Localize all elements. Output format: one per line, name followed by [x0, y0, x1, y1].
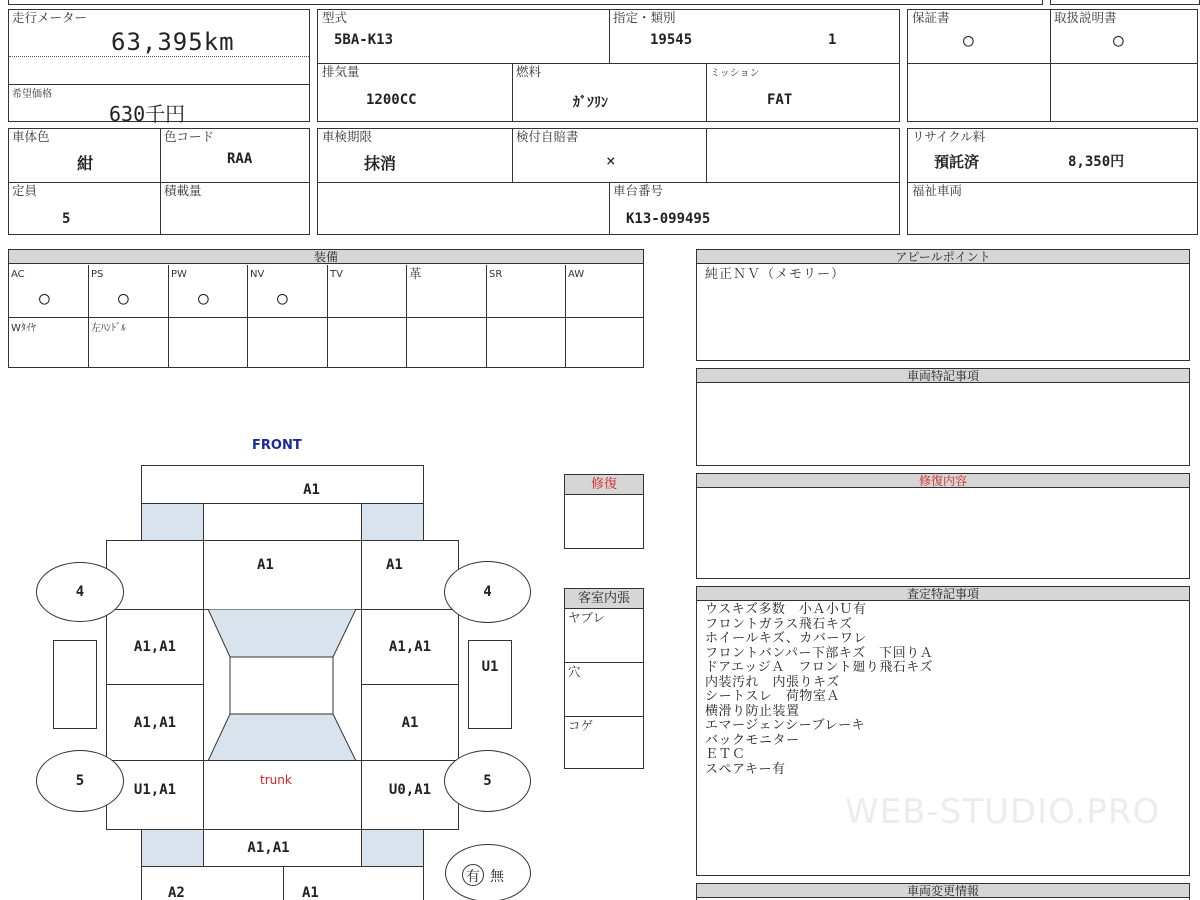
fuel-value: ｶﾞｿﾘﾝ: [573, 95, 608, 111]
inspection-vline-1: [512, 129, 513, 182]
rear-quarter-left-value: U1,A1: [133, 781, 177, 798]
color-code-label: 色コード: [164, 129, 215, 144]
front-door-right-value: A1,A1: [388, 639, 432, 655]
eq-ps-value: ○: [118, 288, 129, 309]
front-bumper-value: A1: [303, 481, 320, 498]
warranty-value: ○: [963, 30, 974, 51]
interior-divider-1: [565, 662, 643, 663]
eq-lhd-label: 左ﾊﾝﾄﾞﾙ: [91, 323, 126, 334]
price-label: 希望価格: [12, 89, 52, 100]
repair-content-box: [696, 473, 1190, 579]
eq-nv-value: ○: [277, 288, 288, 309]
chassis-label: 車台番号: [613, 183, 664, 198]
eq-ac-label: AC: [11, 269, 25, 280]
eq-ac-value: ○: [39, 288, 50, 309]
manual-label: 取扱説明書: [1054, 10, 1117, 25]
rear-right-fender-bottom: [361, 829, 424, 867]
color-code-value: RAA: [227, 151, 253, 167]
warranty-divider: [908, 63, 1197, 64]
wheel-rear-right[interactable]: [444, 750, 531, 812]
manual-value: ○: [1113, 30, 1124, 51]
designation-value-2: 1: [828, 32, 837, 48]
repair-title: 修復: [565, 475, 643, 495]
eq-ps-label: PS: [91, 269, 104, 280]
eq-vline-6: [486, 265, 487, 367]
rear-left-fender-bottom: [141, 829, 204, 867]
price-value: 630千円: [109, 102, 186, 126]
rear-bumper-divider: [283, 867, 284, 900]
insurance-value: ×: [606, 151, 616, 170]
special-notes-title: 車両特記事項: [697, 369, 1189, 383]
interior-hole-label: 穴: [568, 664, 581, 679]
rear-quarter-right-value: U0,A1: [388, 781, 432, 798]
equipment-box: [8, 249, 644, 368]
displacement-label: 排気量: [322, 64, 360, 79]
model-value: 5BA-K13: [334, 32, 394, 48]
spare-no-label: 無: [490, 869, 504, 885]
spare-yes-label: 有: [466, 869, 480, 885]
wheel-front-left-value: 4: [75, 584, 85, 600]
eq-vline-3: [247, 265, 248, 367]
spare-tire-indicator: [445, 844, 531, 900]
rear-door-right-value: A1: [401, 714, 419, 731]
eq-aw-label: AW: [568, 269, 585, 280]
equipment-title: 装備: [9, 250, 643, 264]
wheel-rear-right-value: 5: [483, 773, 492, 789]
hood-left[interactable]: [203, 540, 362, 610]
eq-vline-5: [406, 265, 407, 367]
inspection-label: 車検期限: [322, 129, 373, 144]
equipment-row-divider: [9, 317, 643, 318]
front-label: FRONT: [252, 438, 302, 453]
changes-title: 車両変更情報: [697, 884, 1189, 898]
assessment-line: 横滑り防止装置: [705, 703, 800, 719]
eq-vline-7: [565, 265, 566, 367]
assessment-line: フロントバンパー下部キズ 下回りＡ: [705, 645, 934, 661]
assessment-line: スペアキー有: [705, 761, 786, 777]
side-step-right[interactable]: [468, 640, 512, 729]
warranty-vline: [1050, 10, 1051, 121]
eq-pw-value: ○: [198, 288, 209, 309]
rear-door-left-value: A1,A1: [133, 714, 177, 731]
rear-panel-value: A1,A1: [247, 840, 290, 856]
eq-wtire-label: Wﾀｲﾔ: [11, 323, 36, 334]
wheel-rear-left-value: 5: [75, 773, 85, 789]
body-color-label: 車体色: [12, 129, 50, 144]
odometer-price-box: [8, 9, 310, 126]
assessment-line: バックモニター: [705, 732, 800, 748]
rear-bumper-right-value: A1: [302, 885, 319, 900]
assessment-title: 査定特記事項: [697, 587, 1189, 601]
fuel-label: 燃料: [516, 64, 542, 79]
designation-value-1: 19545: [650, 32, 693, 48]
watermark: WEB-STUDIO.PRO: [845, 792, 1161, 832]
rear-door-right[interactable]: [361, 684, 459, 761]
appeal-title: アピールポイント: [697, 250, 1189, 264]
designation-label: 指定・類別: [613, 10, 676, 25]
model-specs-box: [317, 9, 900, 122]
odometer-divider: [9, 84, 309, 85]
top-strip-right: [1050, 0, 1200, 5]
inspection-vline-3: [609, 182, 610, 234]
welfare-label: 福祉車両: [912, 183, 963, 198]
recycle-status: 預託済: [934, 153, 980, 171]
rear-bumper-left-value: A2: [168, 885, 185, 900]
windshield-top: [203, 503, 362, 541]
wheel-front-right[interactable]: [444, 561, 531, 623]
car-diagram: [0, 430, 560, 900]
side-step-left[interactable]: [53, 640, 97, 729]
front-bumper[interactable]: [141, 465, 424, 504]
rear-door-left[interactable]: [106, 684, 204, 761]
assessment-lines: [705, 603, 933, 777]
assessment-box: [696, 586, 1190, 876]
load-label: 積載量: [164, 183, 202, 198]
chassis-value: K13-099495: [626, 211, 711, 227]
model-label: 型式: [322, 10, 348, 25]
odometer-value: 63,395km: [111, 28, 235, 56]
repair-box: [564, 474, 644, 549]
trunk-lid[interactable]: [203, 760, 362, 830]
assessment-line: ドアエッジＡ フロント廻り飛石キズ: [705, 660, 933, 675]
assessment-line: ＥＴＣ: [705, 747, 746, 762]
interior-divider-2: [565, 716, 643, 717]
assessment-line: エマージェンシーブレーキ: [705, 718, 865, 733]
assessment-line: シートスレ 荷物室Ａ: [705, 689, 840, 704]
warranty-manual-box: [907, 9, 1198, 122]
transmission-label: ミッション: [710, 68, 760, 79]
interior-burn-label: コゲ: [568, 718, 594, 733]
inspection-value: 抹消: [364, 154, 397, 173]
specs-vline-1: [609, 10, 610, 63]
appeal-text: 純正ＮＶ（メモリー）: [705, 267, 846, 282]
assessment-line: ウスキズ多数 小Ａ小Ｕ有: [705, 602, 867, 617]
special-notes-box: [696, 368, 1190, 466]
eq-nv-label: NV: [250, 269, 265, 280]
side-step-right-value: U1: [481, 659, 499, 676]
eq-sr-label: SR: [489, 269, 503, 280]
eq-pw-label: PW: [171, 269, 187, 280]
wheel-front-left[interactable]: [36, 562, 124, 622]
rear-panel[interactable]: [203, 829, 362, 867]
capacity-value: 5: [62, 211, 71, 227]
color-divider: [9, 182, 309, 183]
body-color-box: [8, 128, 310, 235]
front-door-left[interactable]: [106, 609, 204, 685]
repair-content-title: 修復内容: [697, 474, 1189, 488]
eq-vline-4: [327, 265, 328, 367]
specs-vline-3: [706, 63, 707, 121]
top-strip-left: [8, 0, 1043, 5]
trunk-label: trunk: [260, 773, 292, 787]
body-color-value: 紺: [77, 154, 94, 173]
wheel-front-right-value: 4: [483, 584, 492, 600]
specs-vline-2: [512, 63, 513, 121]
recycle-amount: 8,350円: [1068, 154, 1125, 170]
displacement-value: 1200CC: [366, 92, 417, 108]
interior-tear-label: ヤブレ: [568, 610, 606, 625]
transmission-value: FAT: [767, 92, 793, 108]
odometer-dotted-line: [9, 56, 309, 57]
front-door-left-value: A1,A1: [133, 639, 177, 655]
specs-divider: [318, 63, 899, 64]
capacity-label: 定員: [12, 183, 38, 198]
recycle-label: リサイクル料: [912, 129, 986, 144]
assessment-line: ホイールキズ、カバーワレ: [705, 631, 867, 646]
odometer-label: 走行メーター: [12, 10, 88, 25]
rear-bumper[interactable]: [141, 866, 424, 900]
eq-vline-1: [88, 265, 89, 367]
eq-vline-2: [168, 265, 169, 367]
hood-left-value: A1: [257, 556, 274, 573]
warranty-label: 保証書: [912, 10, 950, 25]
roof-area[interactable]: [203, 609, 362, 761]
interior-title: 客室内張: [565, 589, 643, 609]
cabin-glass-svg: [203, 609, 362, 761]
insurance-label: 検付自賠書: [516, 129, 579, 144]
assessment-line: フロントガラス飛石キズ: [705, 616, 853, 632]
interior-box: [564, 588, 644, 769]
eq-tv-label: TV: [330, 269, 343, 280]
eq-leather-label: 革: [409, 266, 422, 281]
front-right-fender-top: [361, 503, 424, 541]
appeal-box: [696, 249, 1190, 361]
hood-right-value: A1: [386, 556, 403, 573]
changes-box: [696, 883, 1190, 900]
recycle-box: [907, 128, 1198, 235]
inspection-box: [317, 128, 900, 235]
front-left-fender-top: [141, 503, 204, 541]
rear-quarter-right[interactable]: [361, 760, 459, 830]
inspection-vline-2: [706, 129, 707, 182]
front-door-right[interactable]: [361, 609, 459, 685]
wheel-rear-left[interactable]: [36, 750, 124, 812]
assessment-line: 内装汚れ 内張りキズ: [705, 674, 840, 690]
